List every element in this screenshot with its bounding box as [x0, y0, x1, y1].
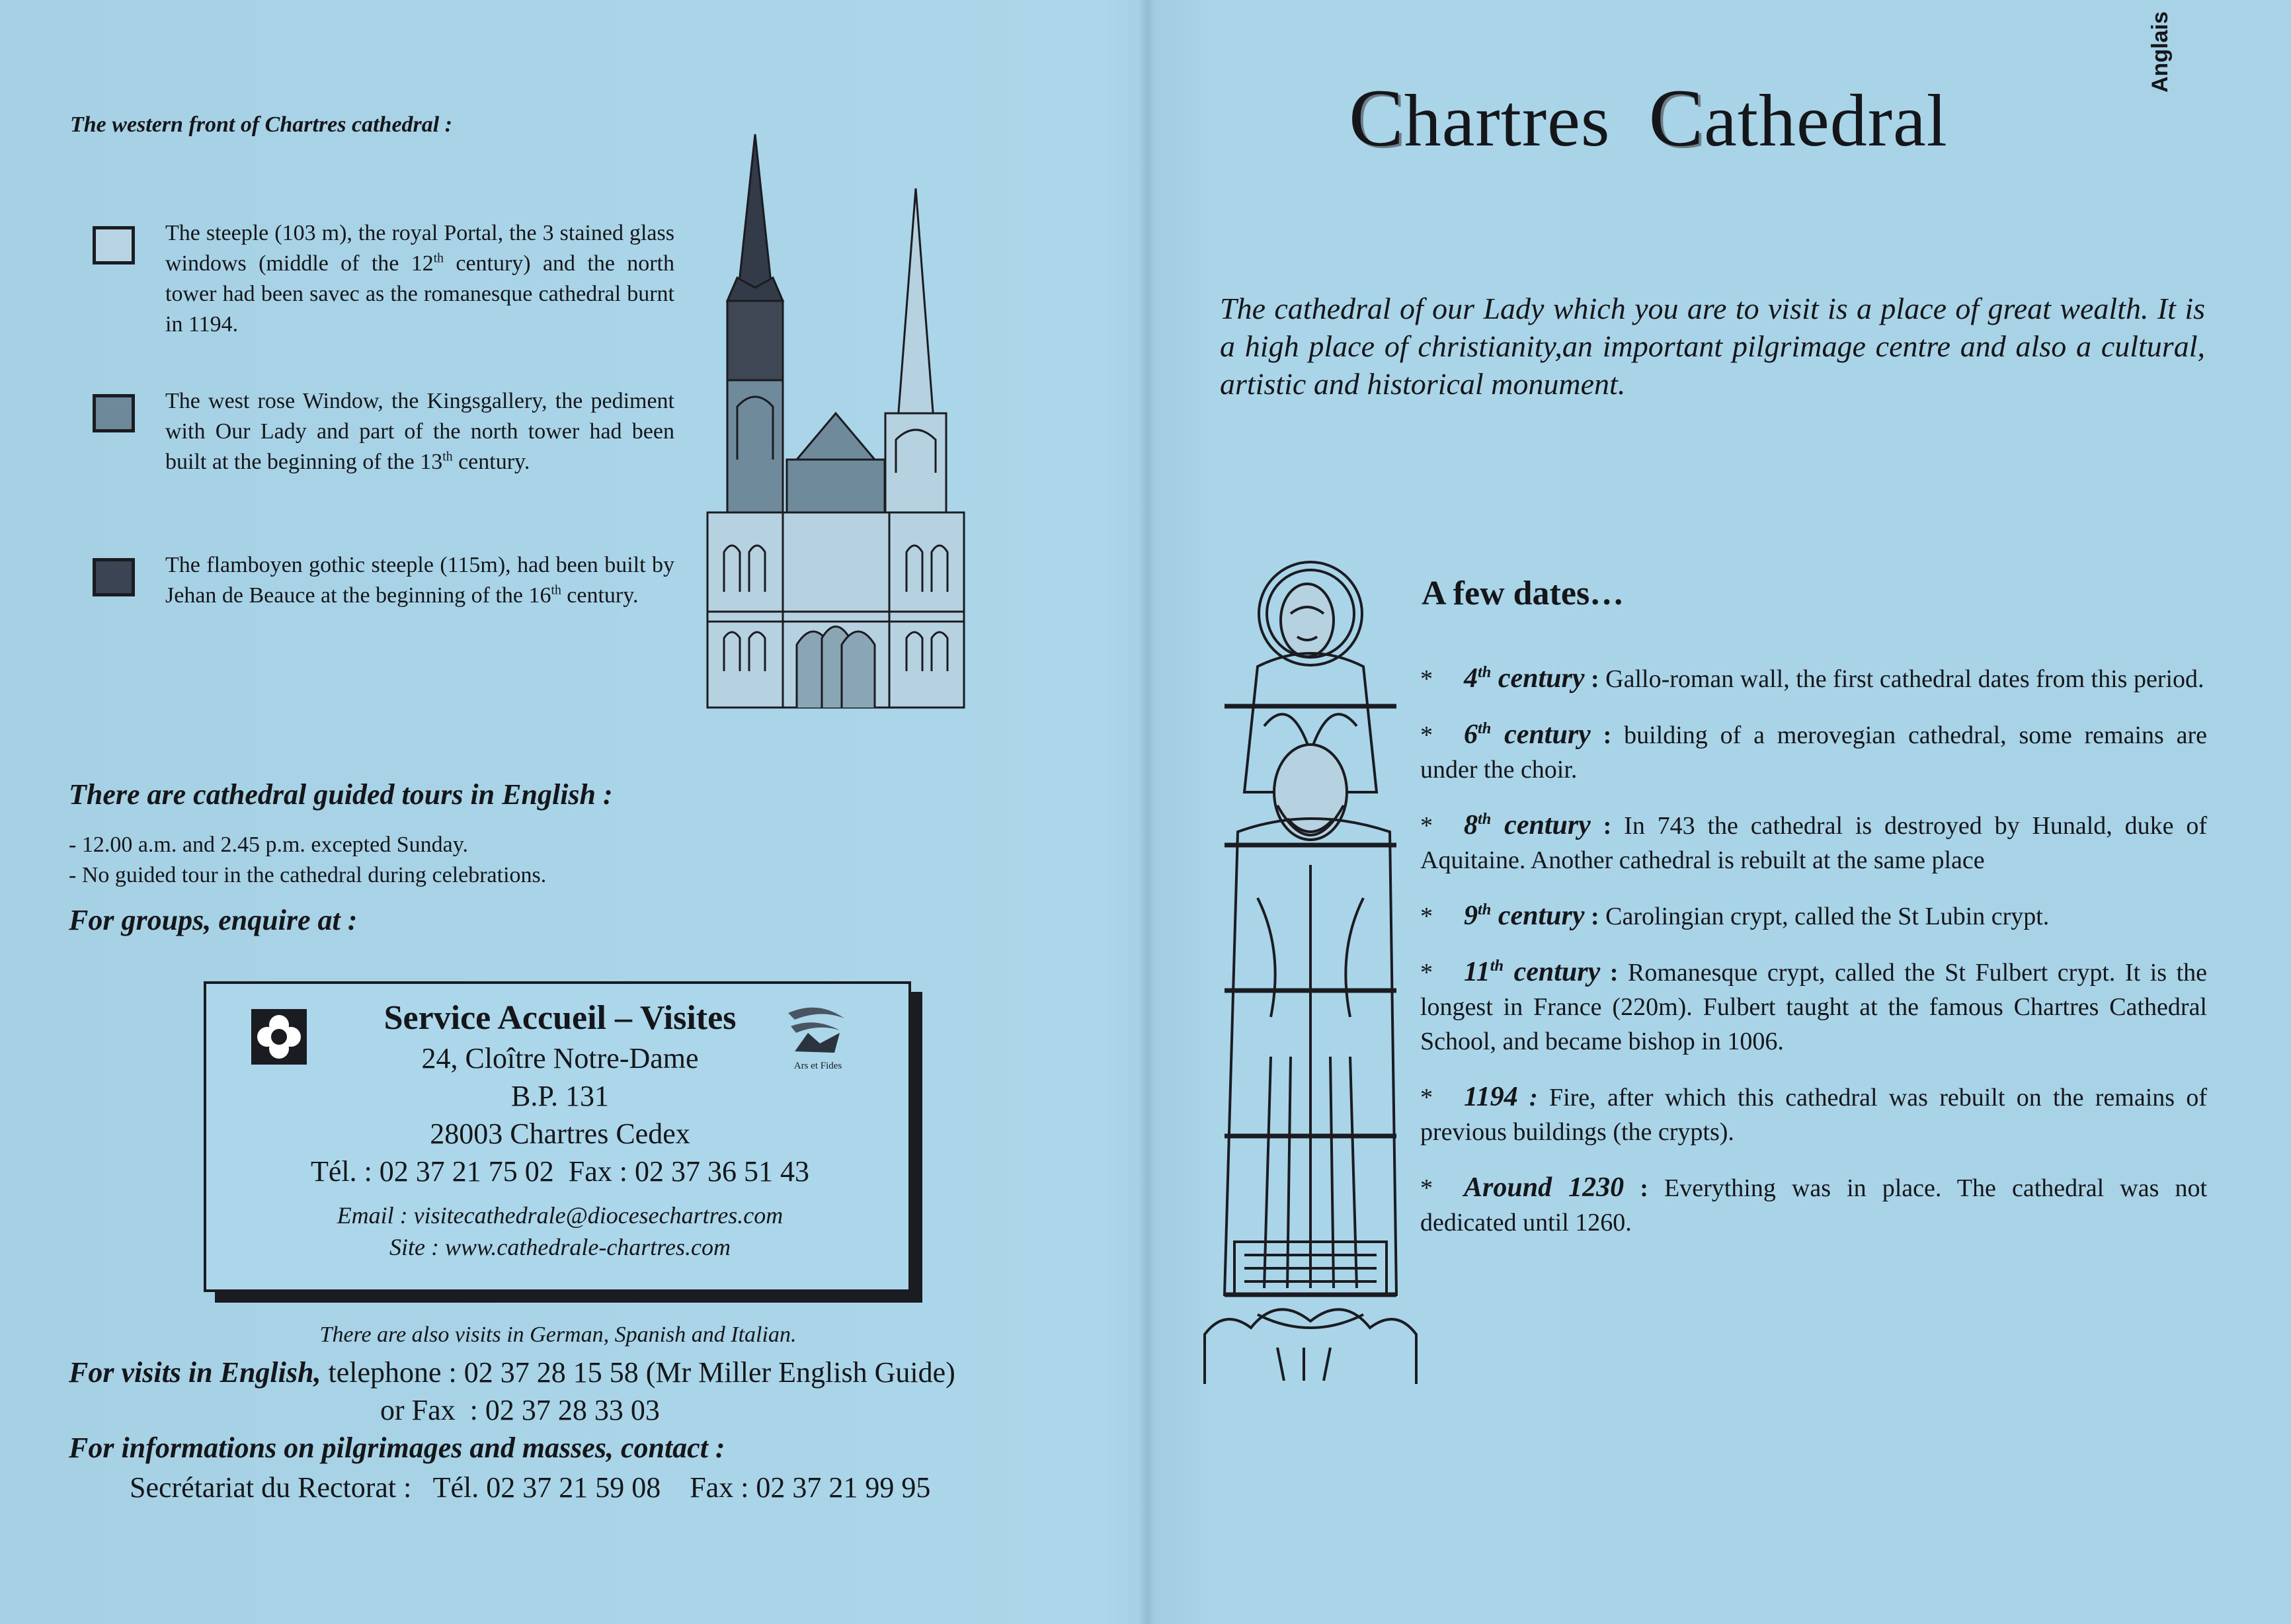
- date-description: Fire, after which this cathedral was rebuilt on the remains of previous buildings (the crypts).: [1420, 1084, 2207, 1146]
- pilgrimage-heading: For informations on pilgrimages and masses, contact :: [69, 1432, 725, 1464]
- title-word-2: athedral: [1704, 80, 1948, 162]
- bullet-star-icon: *: [1420, 721, 1433, 749]
- bullet-star-icon: *: [1420, 1174, 1433, 1202]
- intro-paragraph: The cathedral of our Lady which you are to visit is a place of great wealth. It is a high place of christianity,an important pilgrimage centre and also a cultural, artistic and historical monument.: [1220, 292, 2205, 401]
- date-term: 1194: [1464, 1082, 1518, 1112]
- legend-swatch-2: [93, 394, 135, 432]
- english-visits-fax: or Fax : 02 37 28 33 03: [380, 1394, 660, 1426]
- legend-item-3: [93, 550, 674, 611]
- date-description: In 743 the cathedral is destroyed by Hunald, duke of Aquitaine. Another cathedral is rebuilt at the same place: [1420, 812, 2208, 874]
- date-term: Around 1230: [1464, 1172, 1625, 1203]
- bullet-star-icon: *: [1420, 903, 1433, 930]
- legend-text-3: The flamboyen gothic steeple (115m), had been built by Jehan de Beauce at the beginning of the 16th century.: [165, 553, 674, 608]
- address-line: 28003 Chartres Cedex: [430, 1117, 690, 1150]
- language-tag: Anglais: [2148, 11, 2173, 93]
- date-term: 6th century: [1464, 719, 1591, 750]
- western-front-heading: The western front of Chartres cathedral :: [70, 112, 453, 137]
- date-term: 11th century: [1464, 957, 1601, 987]
- dates-list: [1420, 661, 2207, 1261]
- date-description: Romanesque crypt, called the St Fulbert crypt. It is the longest in France (220m). Fulbert taught at the famous Chartres Cathedral School, and became bishop in 1006.: [1420, 959, 2208, 1055]
- english-visits-line: [69, 1356, 955, 1389]
- contact-address: [206, 1039, 914, 1190]
- date-entry: * 6th century : building of a merovegian cathedral, some remains are under the choir.: [1420, 719, 2208, 784]
- other-languages-note: There are also visits in German, Spanish and Italian.: [319, 1322, 797, 1347]
- date-entry: * Around 1230 : Everything was in place. The cathedral was not dedicated until 1260.: [1420, 1172, 2208, 1237]
- date-description: Everything was in place. The cathedral was not dedicated until 1260.: [1420, 1174, 2208, 1237]
- date-entry: * 9th century : Carolingian crypt, called the St Lubin crypt.: [1420, 899, 2207, 934]
- bullet-star-icon: *: [1420, 1084, 1433, 1112]
- legend-item-2: [93, 386, 674, 477]
- groups-heading: For groups, enquire at :: [69, 904, 358, 936]
- cathedral-facade-illustration: [698, 129, 975, 714]
- contact-email: Email : visitecathedrale@diocesechartres.com: [337, 1202, 784, 1229]
- date-entry: * 4th century : Gallo-roman wall, the first cathedral dates from this period.: [1420, 661, 2207, 696]
- legend-text-1: The steeple (103 m), the royal Portal, the 3 stained glass windows (middle of the 12th century) and the north tower had been savec as the romanesque cathedral burnt in 1194.: [165, 221, 674, 337]
- guided-tours-heading: There are cathedral guided tours in English :: [69, 778, 613, 811]
- date-term: 9th century: [1464, 901, 1585, 931]
- date-description: Carolingian crypt, called the St Lubin crypt.: [1599, 903, 2050, 930]
- dates-heading: A few dates…: [1422, 575, 1625, 612]
- guided-tours-details: [69, 830, 546, 891]
- date-term: 8th century: [1464, 810, 1591, 840]
- contact-box: [204, 981, 911, 1292]
- bullet-star-icon: *: [1420, 959, 1433, 987]
- contact-title: Service Accueil – Visites: [383, 999, 737, 1037]
- rectorat-contact: Secrétariat du Rectorat : Tél. 02 37 21 59 08 Fax : 02 37 21 99 95: [130, 1471, 931, 1504]
- english-visits-label: For visits in English,: [69, 1356, 321, 1389]
- tour-line: - 12.00 a.m. and 2.45 p.m. excepted Sunday.: [69, 832, 468, 857]
- legend-swatch-1: [93, 226, 135, 264]
- legend-text-2: The west rose Window, the Kingsgallery, the pediment with Our Lady and part of the north tower had been built at the beginning of the 13th century.: [165, 389, 674, 474]
- contact-web: [206, 1199, 914, 1263]
- saint-stained-glass-illustration: [1198, 554, 1423, 1387]
- bullet-star-icon: *: [1420, 812, 1433, 840]
- tour-line: - No guided tour in the cathedral during celebrations.: [69, 863, 547, 887]
- address-line: 24, Cloître Notre-Dame: [421, 1042, 699, 1075]
- ars-et-fides-logo-text: Ars et Fides: [793, 1061, 842, 1071]
- date-entry: * 11th century : Romanesque crypt, called the St Fulbert crypt. It is the longest in France (220m). Fulbert taught at the famous Chartres Cathedral School, and became bishop in 1006.: [1420, 957, 2208, 1055]
- title-initial-1: C: [1349, 73, 1404, 163]
- contact-phone: Tél. : 02 37 21 75 02 Fax : 02 37 36 51 43: [310, 1155, 810, 1188]
- date-description: building of a merovegian cathedral, some remains are under the choir.: [1420, 721, 2208, 784]
- date-term: 4th century: [1464, 663, 1585, 694]
- english-visits-phone: telephone : 02 37 28 15 58 (Mr Miller English Guide): [321, 1356, 955, 1389]
- date-description: Gallo-roman wall, the first cathedral dates from this period.: [1599, 665, 2204, 693]
- date-entry: * 8th century : In 743 the cathedral is destroyed by Hunald, duke of Aquitaine. Another cathedral is rebuilt at the same place: [1420, 810, 2208, 874]
- date-entry: * 1194 : Fire, after which this cathedral was rebuilt on the remains of previous buildings (the crypts).: [1420, 1082, 2207, 1146]
- address-line: B.P. 131: [511, 1080, 609, 1112]
- legend-item-1: [93, 218, 674, 340]
- contact-site: Site : www.cathedrale-chartres.com: [389, 1234, 731, 1260]
- page-title: [1349, 71, 1948, 165]
- bullet-star-icon: *: [1420, 665, 1433, 693]
- title-word-1: hartres: [1404, 80, 1611, 162]
- page-fold: [1139, 0, 1156, 1624]
- legend-swatch-3: [93, 558, 135, 596]
- title-initial-2: C: [1648, 73, 1705, 163]
